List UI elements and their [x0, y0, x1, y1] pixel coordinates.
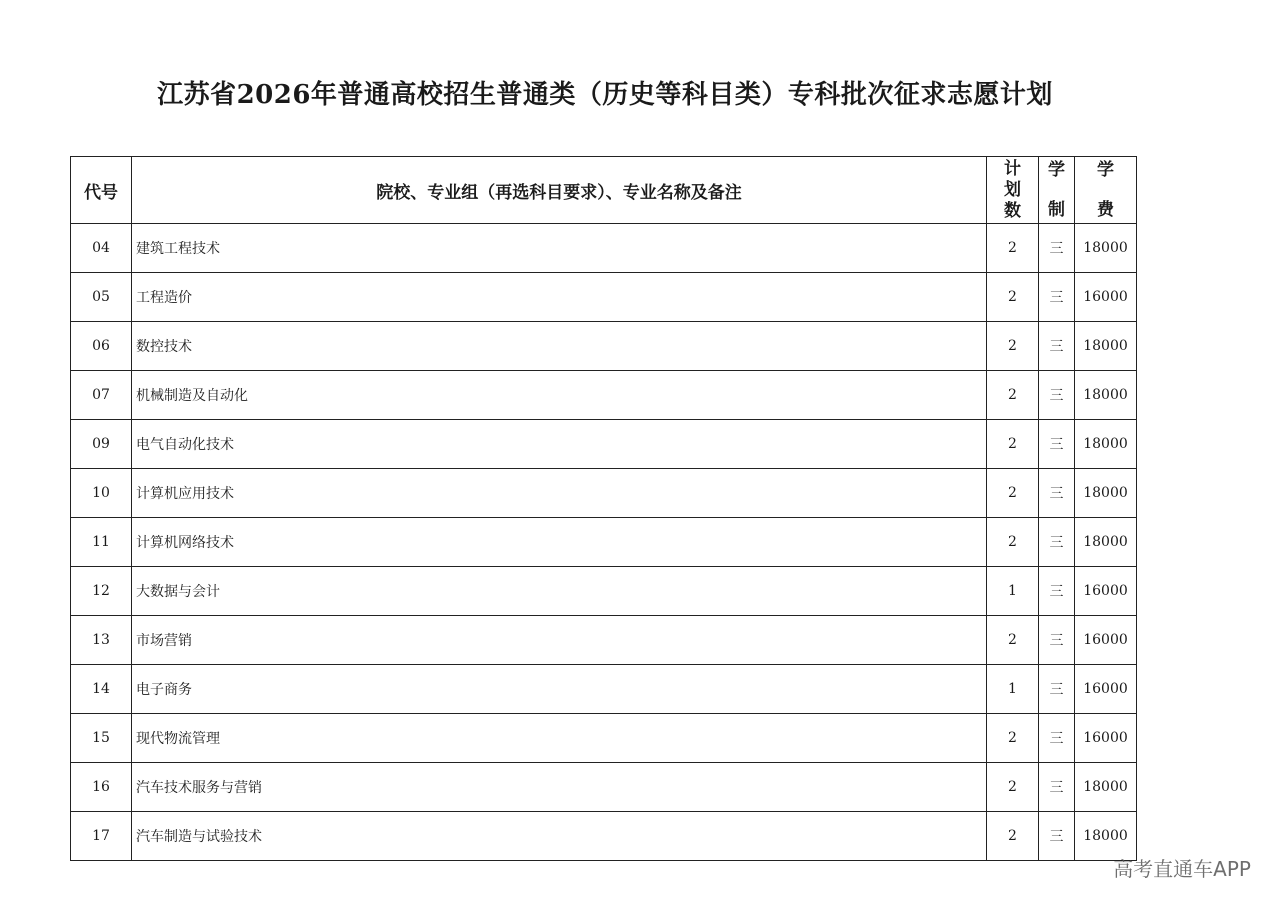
- header-fee-char: 学: [1097, 160, 1114, 180]
- table-row: [71, 224, 1137, 273]
- cell-plan: 2: [987, 518, 1039, 567]
- cell-fee: 16000: [1075, 714, 1137, 763]
- cell-plan: 2: [987, 469, 1039, 518]
- cell-name: 电子商务: [132, 665, 987, 714]
- cell-code: 15: [71, 714, 132, 763]
- cell-code: 11: [71, 518, 132, 567]
- cell-code: 09: [71, 420, 132, 469]
- table-row: [71, 763, 1137, 812]
- cell-name: 建筑工程技术: [132, 224, 987, 273]
- cell-plan: 2: [987, 763, 1039, 812]
- cell-code: 05: [71, 273, 132, 322]
- table-row: [71, 469, 1137, 518]
- cell-code: 16: [71, 763, 132, 812]
- cell-name: 现代物流管理: [132, 714, 987, 763]
- cell-name: 工程造价: [132, 273, 987, 322]
- cell-code: 04: [71, 224, 132, 273]
- cell-name: 数控技术: [132, 322, 987, 371]
- header-fee: [1075, 157, 1137, 224]
- cell-duration: 三: [1039, 273, 1075, 322]
- cell-plan: 2: [987, 273, 1039, 322]
- cell-duration: 三: [1039, 420, 1075, 469]
- cell-fee: 16000: [1075, 665, 1137, 714]
- cell-name: 市场营销: [132, 616, 987, 665]
- cell-fee: 18000: [1075, 518, 1137, 567]
- table-header-row: [71, 157, 1137, 224]
- cell-plan: 1: [987, 567, 1039, 616]
- cell-plan: 2: [987, 420, 1039, 469]
- table-row: [71, 273, 1137, 322]
- table-row: [71, 420, 1137, 469]
- cell-fee: 18000: [1075, 763, 1137, 812]
- table-row: [71, 567, 1137, 616]
- cell-fee: 16000: [1075, 273, 1137, 322]
- table-row: [71, 371, 1137, 420]
- cell-fee: 18000: [1075, 420, 1137, 469]
- cell-code: 13: [71, 616, 132, 665]
- cell-duration: 三: [1039, 469, 1075, 518]
- header-duration: [1039, 157, 1075, 224]
- cell-code: 14: [71, 665, 132, 714]
- cell-duration: 三: [1039, 665, 1075, 714]
- table-row: [71, 812, 1137, 861]
- cell-code: 10: [71, 469, 132, 518]
- watermark: 高考直通车APP: [1113, 857, 1251, 881]
- table-row: [71, 665, 1137, 714]
- cell-name: 计算机应用技术: [132, 469, 987, 518]
- table-row: [71, 322, 1137, 371]
- cell-code: 12: [71, 567, 132, 616]
- cell-name: 汽车技术服务与营销: [132, 763, 987, 812]
- cell-duration: 三: [1039, 812, 1075, 861]
- cell-name: 机械制造及自动化: [132, 371, 987, 420]
- cell-name: 电气自动化技术: [132, 420, 987, 469]
- cell-plan: 2: [987, 812, 1039, 861]
- cell-duration: 三: [1039, 616, 1075, 665]
- header-duration-char: 学: [1048, 160, 1065, 180]
- cell-duration: 三: [1039, 567, 1075, 616]
- cell-plan: 2: [987, 616, 1039, 665]
- cell-duration: 三: [1039, 714, 1075, 763]
- cell-name: 大数据与会计: [132, 567, 987, 616]
- header-code: 代号: [71, 157, 132, 224]
- cell-plan: 1: [987, 665, 1039, 714]
- cell-fee: 18000: [1075, 371, 1137, 420]
- header-name: 院校、专业组（再选科目要求）、专业名称及备注: [132, 157, 987, 224]
- header-plan: [987, 157, 1039, 224]
- cell-fee: 18000: [1075, 812, 1137, 861]
- cell-duration: 三: [1039, 518, 1075, 567]
- header-duration-char: 制: [1048, 200, 1065, 220]
- header-fee-char: 费: [1097, 200, 1114, 220]
- page-title: 江苏省2026年普通高校招生普通类（历史等科目类）专科批次征求志愿计划: [157, 80, 1053, 110]
- cell-fee: 16000: [1075, 616, 1137, 665]
- cell-fee: 18000: [1075, 469, 1137, 518]
- cell-fee: 18000: [1075, 322, 1137, 371]
- cell-plan: 2: [987, 224, 1039, 273]
- cell-name: 计算机网络技术: [132, 518, 987, 567]
- cell-duration: 三: [1039, 224, 1075, 273]
- header-plan-char: 计: [1004, 158, 1021, 179]
- cell-plan: 2: [987, 322, 1039, 371]
- enrollment-plan-table: [70, 156, 1137, 861]
- cell-duration: 三: [1039, 371, 1075, 420]
- cell-duration: 三: [1039, 322, 1075, 371]
- cell-plan: 2: [987, 714, 1039, 763]
- table-row: [71, 518, 1137, 567]
- header-plan-char: 划: [1004, 179, 1021, 200]
- cell-fee: 18000: [1075, 224, 1137, 273]
- cell-fee: 16000: [1075, 567, 1137, 616]
- table-body: [71, 224, 1137, 861]
- cell-code: 17: [71, 812, 132, 861]
- cell-duration: 三: [1039, 763, 1075, 812]
- table-row: [71, 616, 1137, 665]
- cell-name: 汽车制造与试验技术: [132, 812, 987, 861]
- table-row: [71, 714, 1137, 763]
- cell-code: 06: [71, 322, 132, 371]
- cell-plan: 2: [987, 371, 1039, 420]
- header-plan-char: 数: [1004, 200, 1021, 221]
- cell-code: 07: [71, 371, 132, 420]
